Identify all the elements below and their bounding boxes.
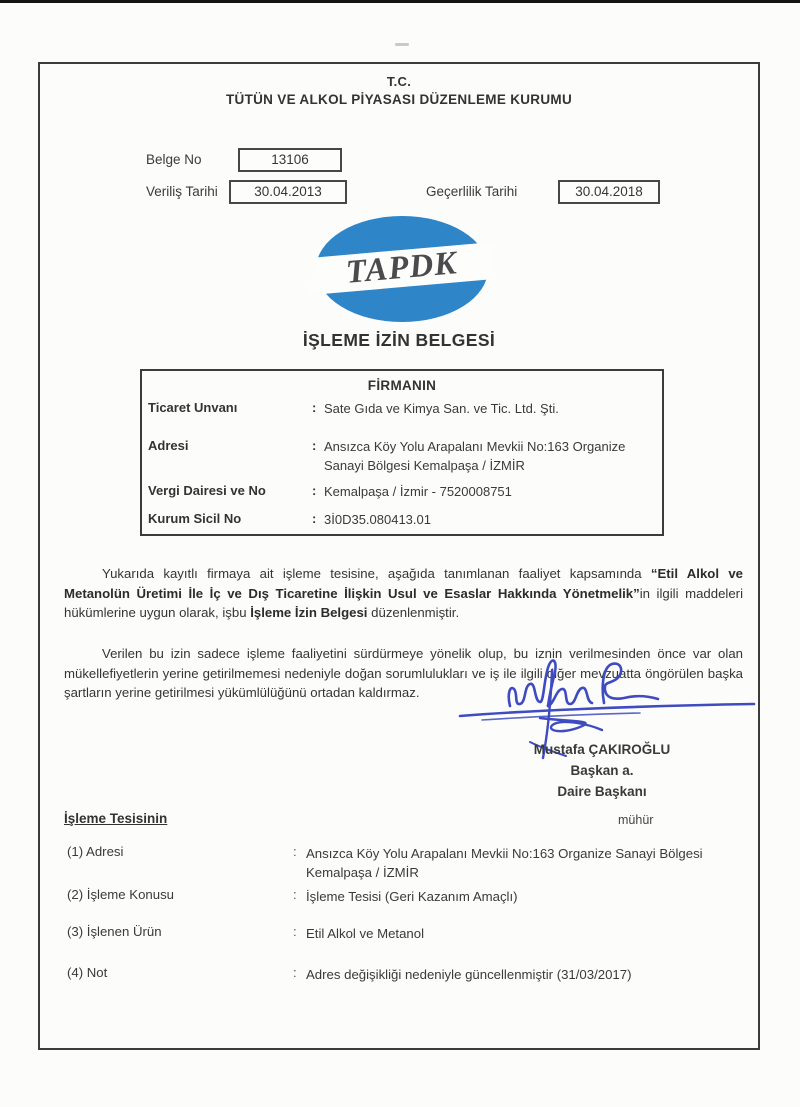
facility-item-label: (1) Adresi [67, 844, 124, 859]
header-institution-name: TÜTÜN VE ALKOL PİYASASI DÜZENLEME KURUMU [225, 92, 573, 107]
document-title: İŞLEME İZİN BELGESİ [302, 330, 496, 350]
tapdk-logo-text: TAPDK [344, 245, 459, 291]
paragraph-bold-regulation-name: “Etil Alkol ve Metanolün Üretimi İle İç ve Dış Ticaretine İlişkin Usul ve Esaslar Hakkında Yönetmelik” [64, 566, 743, 601]
firm-row-label: Ticaret Unvanı [148, 400, 238, 415]
firm-info-box [140, 369, 664, 536]
paragraph-text: düzenlenmiştir. [367, 605, 460, 621]
paragraph-bold-document-name: İşleme İzin Belgesi [250, 605, 368, 621]
paragraph-text: Yukarıda kayıtlı firmaya ait işleme tesisine, aşağıda tanımlanan faaliyet kapsamında [102, 566, 651, 582]
firm-row-value: Sate Gıda ve Kimya San. ve Tic. Ltd. Şti. [324, 401, 559, 416]
facility-section-heading: İşleme Tesisinin [64, 811, 168, 826]
facility-item-separator: : [293, 887, 297, 902]
seal-note: mühür [618, 813, 654, 827]
body-paragraph-1 [64, 564, 743, 623]
tapdk-logo [316, 216, 488, 322]
gecerlilik-tarihi-label: Geçerlilik Tarihi [426, 184, 518, 199]
firm-row-value: 3İ0D35.080413.01 [324, 512, 431, 527]
document-border-frame [38, 62, 760, 1050]
facility-item-label: (3) İşlenen Ürün [67, 924, 162, 939]
firm-row-label: Adresi [148, 438, 189, 453]
facility-item-value: Etil Alkol ve Metanol [306, 926, 425, 941]
facility-item-value: Adres değişikliği nedeniyle güncellenmiştir (31/03/2017) [306, 967, 632, 982]
facility-item-label: (4) Not [67, 965, 108, 980]
signatory-name: Mustafa ÇAKIROĞLU [533, 742, 671, 757]
firm-row-label: Vergi Dairesi ve No [148, 483, 266, 498]
firm-row-value: Ansızca Köy Yolu Arapalanı Mevkii No:163 Organize Sanayi Bölgesi Kemalpaşa / İZMİR [324, 439, 626, 473]
firm-row-separator: : [312, 400, 317, 415]
firm-row-label: Kurum Sicil No [148, 511, 242, 526]
body-paragraph-2: Verilen bu izin sadece işleme faaliyetini sürdürmeye yönelik olup, bu iznin verilmesinden önce var olan mükellefiyetlerin yerine getirilmemesi nedeniyle doğan sorumlulukları ve iş ile ilgili diğer mevzuatta öngörülen başka şartların yerine getirilmesi yükümlülüğünü ortadan kaldırmaz. [64, 646, 743, 701]
header-tc: T.C. [386, 74, 412, 89]
scan-speck [395, 43, 409, 46]
firm-box-heading: FİRMANIN [367, 378, 437, 393]
signatory-title-2: Daire Başkanı [557, 784, 647, 799]
facility-item-separator: : [293, 965, 297, 980]
signatory-block [490, 739, 714, 802]
signatory-title-1: Başkan a. [570, 763, 634, 778]
gecerlilik-tarihi-value-box: 30.04.2018 [558, 180, 660, 204]
firm-row-value: Kemalpaşa / İzmir - 7520008751 [324, 484, 512, 499]
facility-item-value: Ansızca Köy Yolu Arapalanı Mevkii No:163 Organize Sanayi Bölgesi Kemalpaşa / İZMİR [306, 846, 703, 880]
firm-row-separator: : [312, 438, 317, 453]
facility-item-label: (2) İşleme Konusu [67, 887, 175, 902]
facility-item-separator: : [293, 844, 297, 859]
firm-row-separator: : [312, 511, 317, 526]
verilis-tarihi-label: Veriliş Tarihi [146, 184, 218, 199]
belge-no-label: Belge No [146, 152, 202, 167]
verilis-tarihi-value-box: 30.04.2013 [229, 180, 347, 204]
firm-row-separator: : [312, 483, 317, 498]
paragraph-text: in ilgili maddeleri hükümlerine uygun olarak, işbu [64, 585, 743, 621]
scan-edge-artifact [0, 0, 800, 3]
facility-item-value: İşleme Tesisi (Geri Kazanım Amaçlı) [306, 889, 518, 904]
belge-no-value-box: 13106 [238, 148, 342, 172]
facility-item-separator: : [293, 924, 297, 939]
